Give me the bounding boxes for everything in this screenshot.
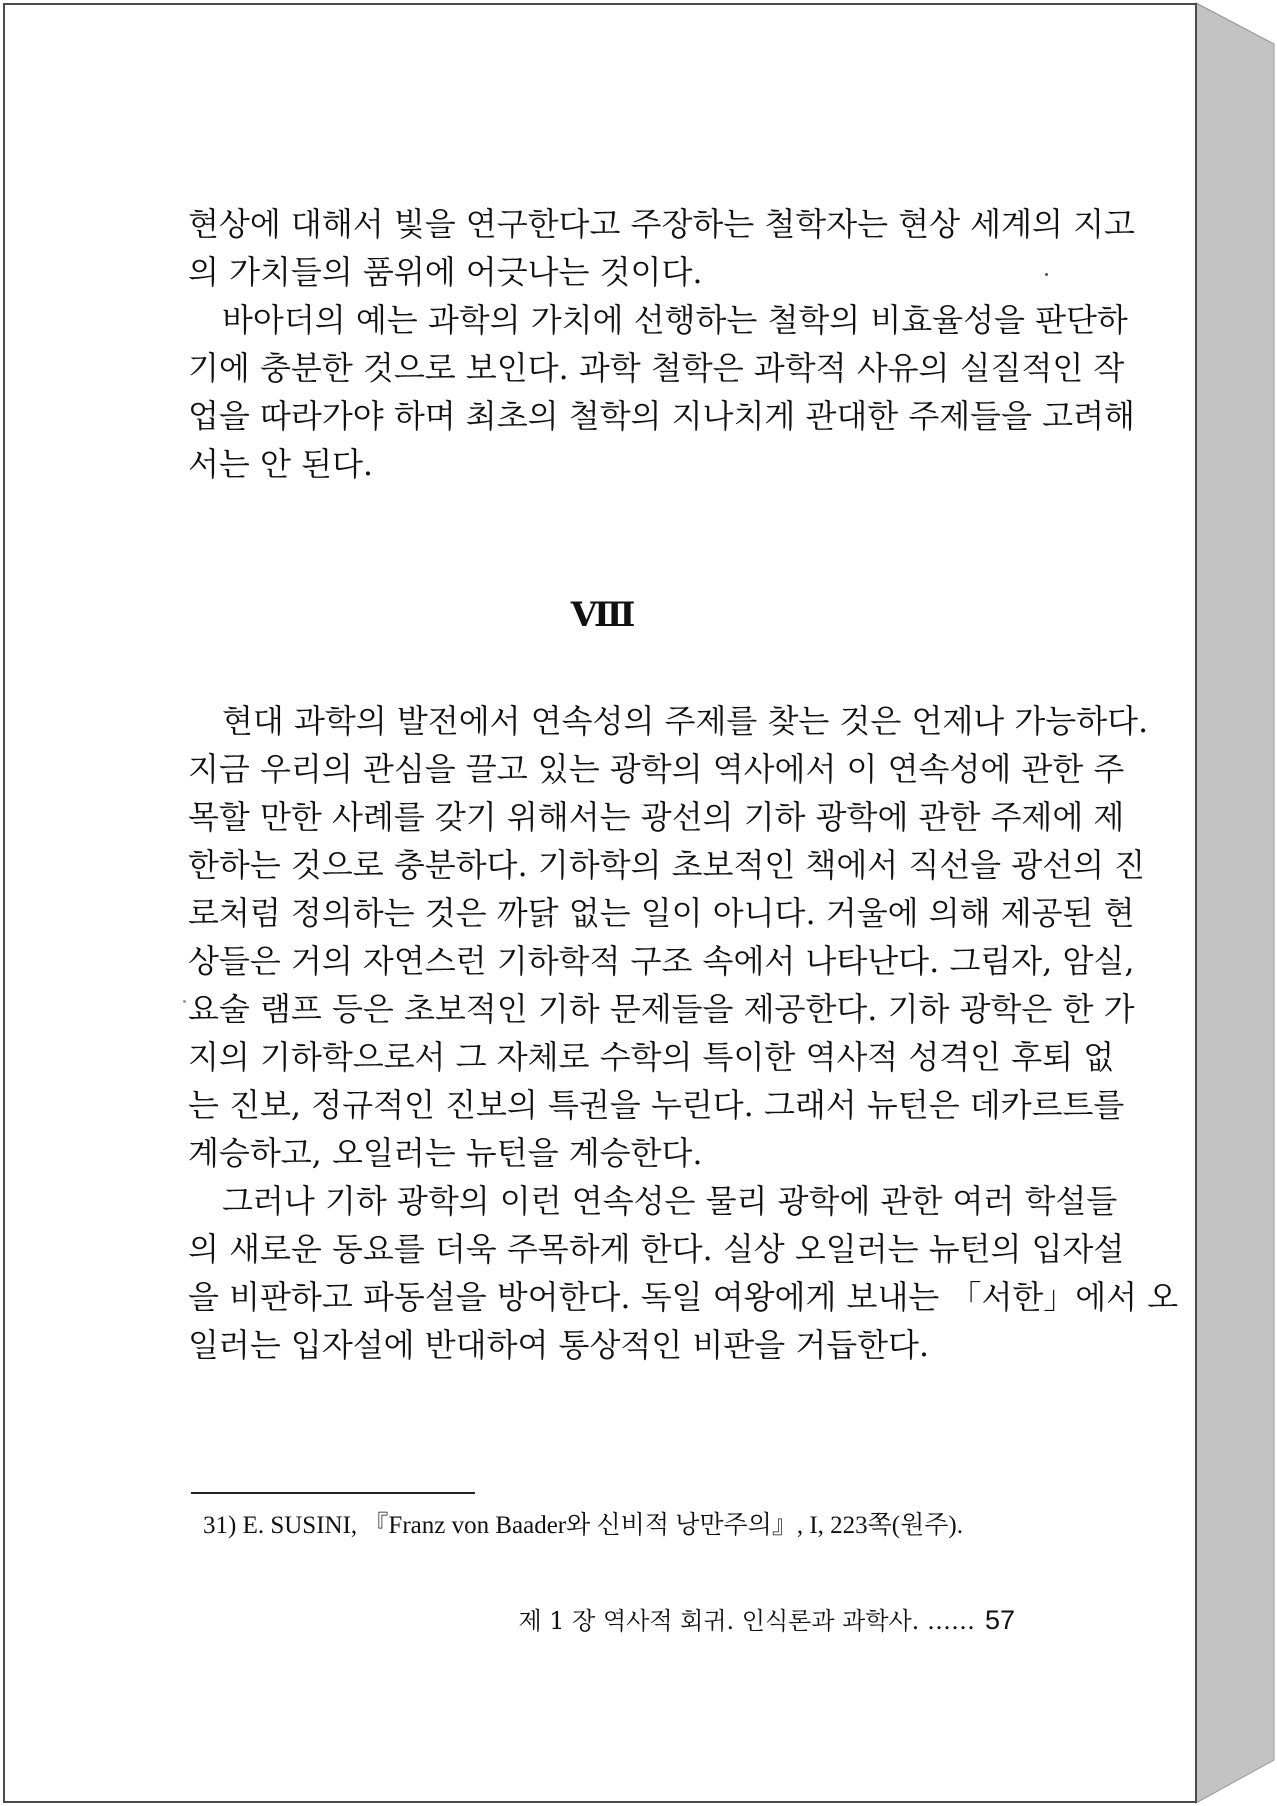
paragraph-3: [188, 697, 1149, 1177]
text-line: 의 가치들의 품위에 어긋나는 것이다.: [188, 253, 703, 291]
text-line: 요술 램프 등은 초보적인 기하 문제들을 제공한다. 기하 광학은 한 가: [188, 990, 1135, 1028]
text-line: 업을 따라가야 하며 최초의 철학의 지나치게 관대한 주제들을 고려해: [188, 397, 1135, 435]
page-number: 57: [984, 1605, 1015, 1635]
footer-chapter-title: 제 1 장 역사적 회귀. 인식론과 과학사. ……: [518, 1607, 975, 1635]
footnote-rule: [191, 1492, 475, 1494]
footnote: 31) E. SUSINI, 『Franz von Baader와 신비적 낭만주의』, I, 223쪽(원주).: [203, 1512, 963, 1539]
text-line: 일러는 입자설에 반대하여 통상적인 비판을 거듭한다.: [188, 1326, 930, 1364]
text-line: 현상에 대해서 빛을 연구한다고 주장하는 철학자는 현상 세계의 지고: [188, 205, 1135, 243]
text-line: 로처럼 정의하는 것은 까닭 없는 일이 아니다. 거울에 의해 제공된 현: [188, 894, 1135, 932]
paragraph-2: [188, 296, 1135, 488]
text-line: 현대 과학의 발전에서 연속성의 주제를 찾는 것은 언제나 가능하다.: [222, 702, 1149, 740]
text-line: 상들은 거의 자연스런 기하학적 구조 속에서 나타난다. 그림자, 암실,: [188, 942, 1135, 980]
text-line: 기에 충분한 것으로 보인다. 과학 철학은 과학적 사유의 실질적인 작: [188, 349, 1125, 387]
running-footer: [515, 1601, 1015, 1636]
paragraph-1: [188, 200, 1135, 296]
text-line: 지의 기하학으로서 그 자체로 수학의 특이한 역사적 성격인 후퇴 없: [188, 1038, 1115, 1076]
text-line: 계승하고, 오일러는 뉴턴을 계승한다.: [188, 1134, 703, 1172]
paragraph-4: [188, 1177, 1179, 1369]
text-line: 그러나 기하 광학의 이런 연속성은 물리 광학에 관한 여러 학설들: [222, 1182, 1118, 1220]
bottom-text-block: [188, 697, 1179, 1369]
text-line: 바아더의 예는 과학의 가치에 선행하는 철학의 비효율성을 판단하: [222, 301, 1128, 339]
book-page: [3, 3, 1197, 1803]
text-line: 지금 우리의 관심을 끌고 있는 광학의 역사에서 이 연속성에 관한 주: [188, 750, 1125, 788]
text-line: 서는 안 된다.: [188, 445, 374, 483]
scan-speck: [183, 1000, 186, 1003]
section-heading: Ⅷ: [570, 597, 634, 634]
top-text-block: [188, 200, 1135, 488]
text-line: 목할 만한 사례를 갖기 위해서는 광선의 기하 광학에 관한 주제에 제: [188, 798, 1125, 836]
text-line: 는 진보, 정규적인 진보의 특권을 누린다. 그래서 뉴턴은 데카르트를: [188, 1086, 1125, 1124]
text-line: 한하는 것으로 충분하다. 기하학의 초보적인 책에서 직선을 광선의 진: [188, 846, 1146, 884]
text-line: 의 새로운 동요를 더욱 주목하게 한다. 실상 오일러는 뉴턴의 입자설: [188, 1230, 1125, 1268]
text-line: 을 비판하고 파동설을 방어한다. 독일 여왕에게 보내는 「서한」에서 오: [188, 1278, 1179, 1316]
scan-speck: [1045, 273, 1048, 276]
